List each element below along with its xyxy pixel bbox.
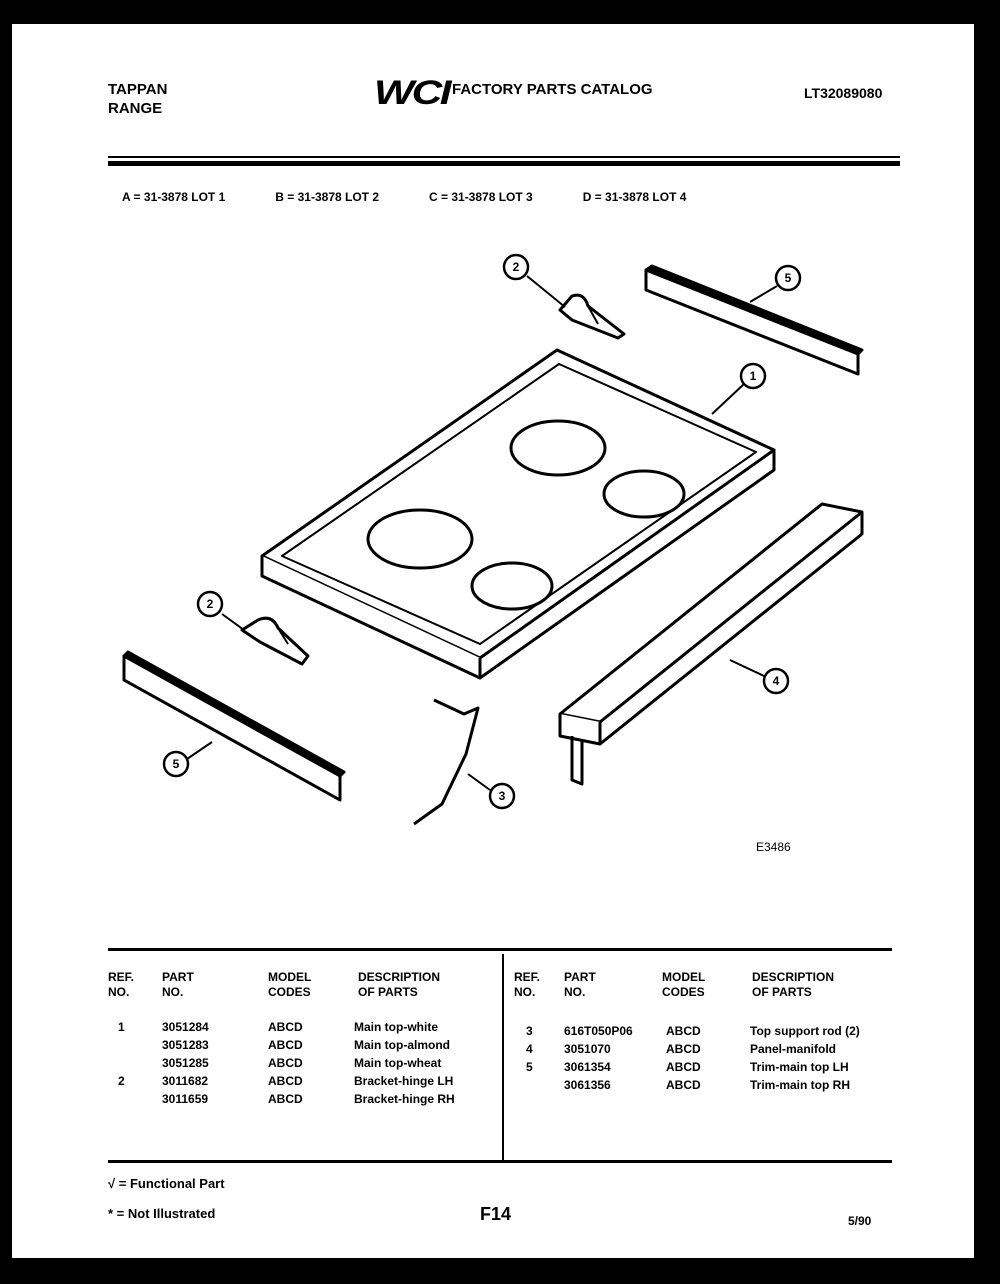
callout-4: 4 (772, 674, 780, 688)
table-row-desc: Bracket-hinge RH (354, 1092, 455, 1106)
table-row-part: 3061356 (564, 1078, 611, 1092)
right-desc-column (750, 1022, 860, 1094)
header-model-l2: CODES (268, 985, 311, 999)
header-desc (358, 970, 440, 1000)
legend-not-illustrated: * = Not Illustrated (108, 1206, 216, 1221)
exploded-parts-diagram (12, 24, 974, 944)
header-desc-right-l1: DESCRIPTION (752, 970, 835, 984)
brand-name: TAPPAN (108, 81, 168, 98)
table-row-ref (118, 1054, 125, 1072)
header-ref-right (514, 970, 540, 1000)
right-model-column (666, 1022, 701, 1094)
trim-left-part (124, 652, 344, 800)
table-row-ref: 1 (118, 1020, 125, 1034)
table-bottom-rule (108, 1160, 892, 1163)
left-ref-column (118, 1018, 125, 1108)
table-row-part: 3051285 (162, 1056, 209, 1070)
product-type: RANGE (108, 100, 163, 117)
page-number: F14 (480, 1204, 512, 1224)
table-row-model: ABCD (268, 1020, 303, 1034)
table-row-desc: Top support rod (2) (750, 1024, 860, 1038)
header-part-l1: PART (162, 970, 194, 984)
header-ref-l1: REF. (108, 970, 135, 984)
right-ref-column (526, 1022, 533, 1094)
table-row-ref (526, 1076, 533, 1094)
table-row-part: 3011659 (162, 1092, 209, 1106)
table-top-rule (108, 948, 892, 951)
left-desc-column (354, 1018, 455, 1108)
hinge-bracket-lower-part (242, 618, 308, 664)
table-row-part: 3051284 (162, 1020, 209, 1034)
header-ref-right-l2: NO. (514, 985, 536, 999)
header-part-right-l2: NO. (564, 985, 586, 999)
table-row-ref: 3 (526, 1024, 533, 1038)
right-part-column (564, 1022, 633, 1094)
table-row-part: 3061354 (564, 1060, 611, 1074)
model-code: LT32089080 (804, 85, 883, 101)
table-row-ref: 5 (526, 1060, 533, 1074)
table-row-part: 3051283 (162, 1038, 209, 1052)
table-row-part: 616T050P06 (564, 1024, 633, 1038)
header-model-right-l1: MODEL (662, 970, 706, 984)
table-row-ref: 2 (118, 1074, 125, 1088)
header-part-right-l1: PART (564, 970, 596, 984)
header-desc-l2: OF PARTS (358, 985, 418, 999)
table-row-desc: Panel-manifold (750, 1042, 837, 1056)
table-row-part: 3011682 (162, 1074, 209, 1088)
table-row-model: ABCD (666, 1078, 701, 1092)
header-ref (108, 970, 134, 1000)
left-part-column (162, 1018, 209, 1108)
header-model-right-l2: CODES (662, 985, 705, 999)
callout-1: 1 (749, 369, 757, 383)
hinge-bracket-upper-part (560, 295, 624, 338)
catalog-page (12, 24, 974, 1258)
table-row-ref (118, 1036, 125, 1054)
table-row-desc: Trim-main top LH (750, 1060, 849, 1074)
table-row-desc: Main top-wheat (354, 1056, 442, 1070)
lot-d: D = 31-3878 LOT 4 (582, 190, 687, 204)
header-ref-l2: NO. (108, 985, 130, 999)
callout-5-upper: 5 (784, 271, 792, 285)
catalog-title: FACTORY PARTS CATALOG (452, 81, 653, 98)
callout-3: 3 (498, 789, 506, 803)
left-model-column (268, 1018, 303, 1108)
legend-functional-part: √ = Functional Part (108, 1176, 225, 1191)
header-part-right (564, 970, 596, 1000)
lot-a: A = 31-3878 LOT 1 (122, 190, 226, 204)
table-row-model: ABCD (268, 1074, 303, 1088)
table-row-model: ABCD (666, 1060, 701, 1074)
table-row-model: ABCD (666, 1042, 701, 1056)
header-model (268, 970, 311, 1000)
revision-date: 5/90 (848, 1214, 872, 1228)
callout-2-upper: 2 (512, 260, 520, 274)
header-desc-right-l2: OF PARTS (752, 985, 812, 999)
table-row-part: 3051070 (564, 1042, 611, 1056)
callout-2-lower: 2 (206, 597, 214, 611)
callout-5-lower: 5 (172, 757, 180, 771)
table-row-desc: Main top-almond (354, 1038, 450, 1052)
support-rod-part (414, 700, 478, 824)
lot-b: B = 31-3878 LOT 2 (275, 190, 379, 204)
header-model-right (662, 970, 705, 1000)
table-row-desc: Trim-main top RH (750, 1078, 851, 1092)
table-row-desc: Main top-white (354, 1020, 438, 1034)
table-row-desc: Bracket-hinge LH (354, 1074, 454, 1088)
figure-code: E3486 (756, 840, 791, 854)
table-divider (502, 954, 504, 1160)
table-row-model: ABCD (666, 1024, 701, 1038)
header-ref-right-l1: REF. (514, 970, 541, 984)
table-row-ref: 4 (526, 1042, 533, 1056)
table-row-model: ABCD (268, 1092, 303, 1106)
header-desc-l1: DESCRIPTION (358, 970, 441, 984)
header-model-l1: MODEL (268, 970, 312, 984)
header-part-l2: NO. (162, 985, 184, 999)
header-part (162, 970, 194, 1000)
lot-c: C = 31-3878 LOT 3 (429, 190, 533, 204)
table-row-model: ABCD (268, 1056, 303, 1070)
trim-top-right-part (646, 266, 862, 374)
table-row-ref (118, 1090, 125, 1108)
table-row-model: ABCD (268, 1038, 303, 1052)
header-desc-right (752, 970, 834, 1000)
wci-logo: WCI (374, 74, 450, 112)
